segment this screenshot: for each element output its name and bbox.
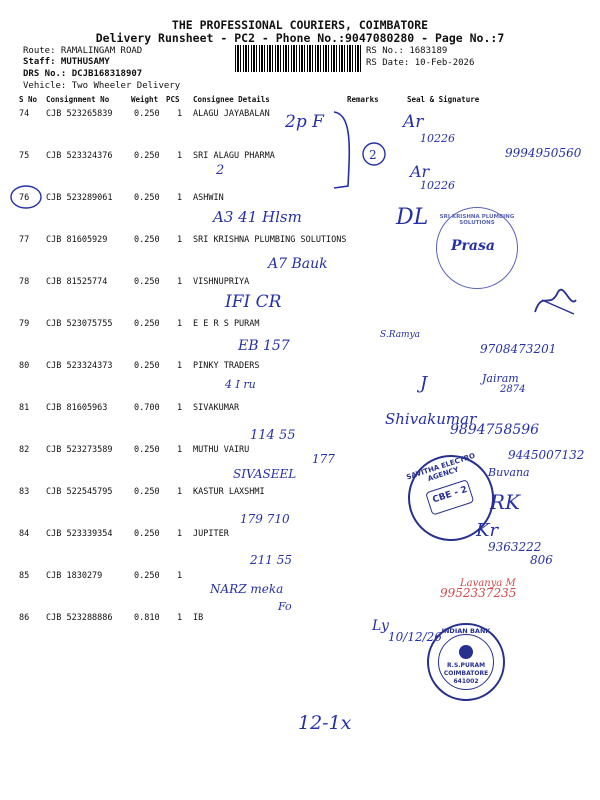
row-weight: 0.250 bbox=[134, 151, 160, 161]
row-weight: 0.250 bbox=[134, 235, 160, 245]
drs-number: DRS No.: DCJB168318907 bbox=[23, 69, 143, 79]
row-consignee: VISHNUPRIYA bbox=[193, 277, 250, 287]
hw-r74-sig: 10226 bbox=[420, 132, 455, 145]
hw-r82-note2: SIVASEEL bbox=[233, 467, 297, 481]
hw-r82-note: 177 bbox=[312, 452, 335, 466]
rs-number: RS No.: 1683189 bbox=[366, 46, 448, 56]
row-pcs: 1 bbox=[177, 487, 183, 497]
hw-r80-sig: Jairam bbox=[482, 372, 519, 385]
col-seal-signature: Seal & Signature bbox=[407, 95, 480, 104]
row-pcs: 1 bbox=[177, 319, 183, 329]
row-pcs: 1 bbox=[177, 151, 183, 161]
circled-76-mark bbox=[8, 183, 44, 211]
barcode bbox=[235, 45, 361, 72]
col-consignee: Consignee Details bbox=[193, 95, 270, 104]
row-consignee: PINKY TRADERS bbox=[193, 361, 260, 371]
row-consignment-no: CJB 522545795 bbox=[46, 487, 113, 497]
row-consignment-no: CJB 523075755 bbox=[46, 319, 113, 329]
hw-r79-phone: 9708473201 bbox=[480, 342, 557, 356]
route-label: Route: RAMALINGAM ROAD bbox=[23, 46, 143, 56]
row-pcs: 1 bbox=[177, 403, 183, 413]
row-consignment-no: CJB 523273589 bbox=[46, 445, 113, 455]
hw-r81-sig: Shivakumar bbox=[385, 410, 477, 428]
row-consignee: ASHWIN bbox=[193, 193, 224, 203]
hw-r76-dl: DL bbox=[396, 205, 429, 230]
row-consignment-no: CJB 1830279 bbox=[46, 571, 103, 581]
row-consignee: E E R S PURAM bbox=[193, 319, 260, 329]
row-pcs: 1 bbox=[177, 361, 183, 371]
row-consignee: SIVAKUMAR bbox=[193, 403, 240, 413]
row-sno: 79 bbox=[19, 319, 30, 329]
col-consignment: Consignment No bbox=[46, 95, 110, 104]
row-sno: 75 bbox=[19, 151, 30, 161]
runsheet-title: Delivery Runsheet - PC2 - Phone No.:9047080280 - Page No.:7 bbox=[95, 31, 505, 45]
row-consignee: SRI ALAGU PHARMA bbox=[193, 151, 275, 161]
row-weight: 0.700 bbox=[134, 403, 160, 413]
table-row bbox=[0, 277, 600, 319]
hw-r85-phone: 9952337235 bbox=[440, 586, 517, 600]
row-consignee: ALAGU JAYABALAN bbox=[193, 109, 270, 119]
row-consignment-no: CJB 523265839 bbox=[46, 109, 113, 119]
row-consignment-no: CJB 523289061 bbox=[46, 193, 113, 203]
hw-footer: 12-1x bbox=[298, 712, 352, 734]
circled-2-mark bbox=[360, 140, 390, 168]
row-sno: 74 bbox=[19, 109, 30, 119]
row-consignment-no: CJB 81525774 bbox=[46, 277, 108, 287]
row-pcs: 1 bbox=[177, 193, 183, 203]
row-consignee: KASTUR LAXSHMI bbox=[193, 487, 265, 497]
col-remarks: Remarks bbox=[347, 95, 379, 104]
row-consignee: MUTHU VAIRU bbox=[193, 445, 250, 455]
svg-text:2: 2 bbox=[369, 148, 377, 162]
row-sno: 80 bbox=[19, 361, 30, 371]
hw-r74-note: 2p F bbox=[285, 112, 324, 132]
hw-r82-sig: Buvana bbox=[488, 466, 530, 479]
hw-r75-sig: 10226 bbox=[420, 179, 455, 192]
hw-r82-phone: 9445007132 bbox=[508, 448, 585, 462]
bank-stamp: INDIAN BANK R.S.PURAM COIMBATORE 641002 bbox=[427, 623, 505, 701]
hw-r81-note: 114 55 bbox=[250, 428, 296, 443]
row-consignee: JUPITER bbox=[193, 529, 229, 539]
row-sno: 81 bbox=[19, 403, 30, 413]
row-sno: 84 bbox=[19, 529, 30, 539]
agency-stamp: SAVITHA ELECTRO AGENCY CBE - 2 bbox=[397, 444, 505, 552]
col-sno: S No bbox=[19, 95, 38, 104]
row-consignee: IB bbox=[193, 613, 204, 623]
row-consignee: SRI KRISHNA PLUMBING SOLUTIONS bbox=[193, 235, 347, 245]
hw-r84-num: 806 bbox=[530, 553, 553, 567]
row-consignment-no: CJB 523339354 bbox=[46, 529, 113, 539]
row-weight: 0.250 bbox=[134, 361, 160, 371]
hw-r83-note: 179 710 bbox=[240, 512, 290, 526]
row-consignment-no: CJB 523324376 bbox=[46, 151, 113, 161]
company-name: THE PROFESSIONAL COURIERS, COIMBATORE bbox=[171, 18, 429, 32]
row-pcs: 1 bbox=[177, 109, 183, 119]
row-sno: 85 bbox=[19, 571, 30, 581]
hw-r80-num: 2874 bbox=[500, 384, 526, 395]
hw-r80-note: 4 I ru bbox=[225, 378, 256, 391]
hw-r79-note: EB 157 bbox=[238, 338, 290, 354]
row-weight: 0.810 bbox=[134, 613, 160, 623]
col-weight: Weight bbox=[131, 95, 159, 104]
row-pcs: 1 bbox=[177, 277, 183, 287]
hw-r77-note: A7 Bauk bbox=[268, 256, 328, 272]
table-row bbox=[0, 613, 600, 655]
row-weight: 0.250 bbox=[134, 277, 160, 287]
hw-r86-sig-mark: Ly bbox=[372, 618, 389, 634]
row-sno: 78 bbox=[19, 277, 30, 287]
hw-r75-sig-initial: Ar bbox=[410, 162, 430, 181]
row-pcs: 1 bbox=[177, 613, 183, 623]
hw-r84-phone: 9363222 bbox=[488, 540, 542, 554]
row-sno: 86 bbox=[19, 613, 30, 623]
hw-r80-sig-mark: J bbox=[420, 373, 428, 394]
hw-r81-phone: 9894758596 bbox=[450, 422, 540, 438]
row-weight: 0.250 bbox=[134, 529, 160, 539]
row-pcs: 1 bbox=[177, 445, 183, 455]
row-consignment-no: CJB 81605963 bbox=[46, 403, 108, 413]
hw-r76-note: A3 41 Hlsm bbox=[213, 208, 302, 226]
rs-date: RS Date: 10-Feb-2026 bbox=[366, 58, 475, 68]
row-sno: 76 bbox=[19, 193, 30, 203]
hw-r85-note2: Fo bbox=[278, 600, 292, 613]
row-pcs: 1 bbox=[177, 571, 183, 581]
hw-r85-note: NARZ meka bbox=[210, 582, 284, 596]
row-weight: 0.250 bbox=[134, 319, 160, 329]
plumbing-stamp: SRI KRISHNA PLUMBING SOLUTIONS Prasa bbox=[436, 207, 518, 289]
row-pcs: 1 bbox=[177, 529, 183, 539]
bank-logo-icon bbox=[459, 645, 473, 659]
row-consignment-no: CJB 523324373 bbox=[46, 361, 113, 371]
row-pcs: 1 bbox=[177, 235, 183, 245]
row-weight: 0.250 bbox=[134, 571, 160, 581]
hw-r85-name: Lavanya M bbox=[460, 578, 516, 589]
row-consignment-no: CJB 81605929 bbox=[46, 235, 108, 245]
hw-r84-note: 211 55 bbox=[250, 553, 292, 567]
vehicle-label: Vehicle: Two Wheeler Delivery bbox=[23, 81, 181, 91]
hw-r86-sig: 10/12/26 bbox=[388, 630, 442, 644]
row-weight: 0.250 bbox=[134, 445, 160, 455]
r78-signature bbox=[530, 280, 580, 320]
row-consignment-no: CJB 523288886 bbox=[46, 613, 113, 623]
row-sno: 77 bbox=[19, 235, 30, 245]
staff-label: Staff: MUTHUSAMY bbox=[23, 57, 110, 67]
row-sno: 82 bbox=[19, 445, 30, 455]
hw-r75-mark: 2 bbox=[216, 163, 225, 178]
hw-r74-sig-initial: Ar bbox=[403, 112, 424, 132]
hw-r79-sig: S.Ramya bbox=[380, 330, 421, 340]
row-weight: 0.250 bbox=[134, 487, 160, 497]
hw-r84-sig: Kr bbox=[476, 520, 499, 541]
row-sno: 83 bbox=[19, 487, 30, 497]
row-weight: 0.250 bbox=[134, 109, 160, 119]
bracket-mark bbox=[330, 108, 360, 193]
hw-r78-note: IFI CR bbox=[225, 292, 282, 312]
hw-r75-phone: 9994950560 bbox=[505, 146, 582, 160]
hw-r83-sig: RK bbox=[490, 490, 520, 514]
col-pcs: PCS bbox=[166, 95, 180, 104]
row-weight: 0.250 bbox=[134, 193, 160, 203]
